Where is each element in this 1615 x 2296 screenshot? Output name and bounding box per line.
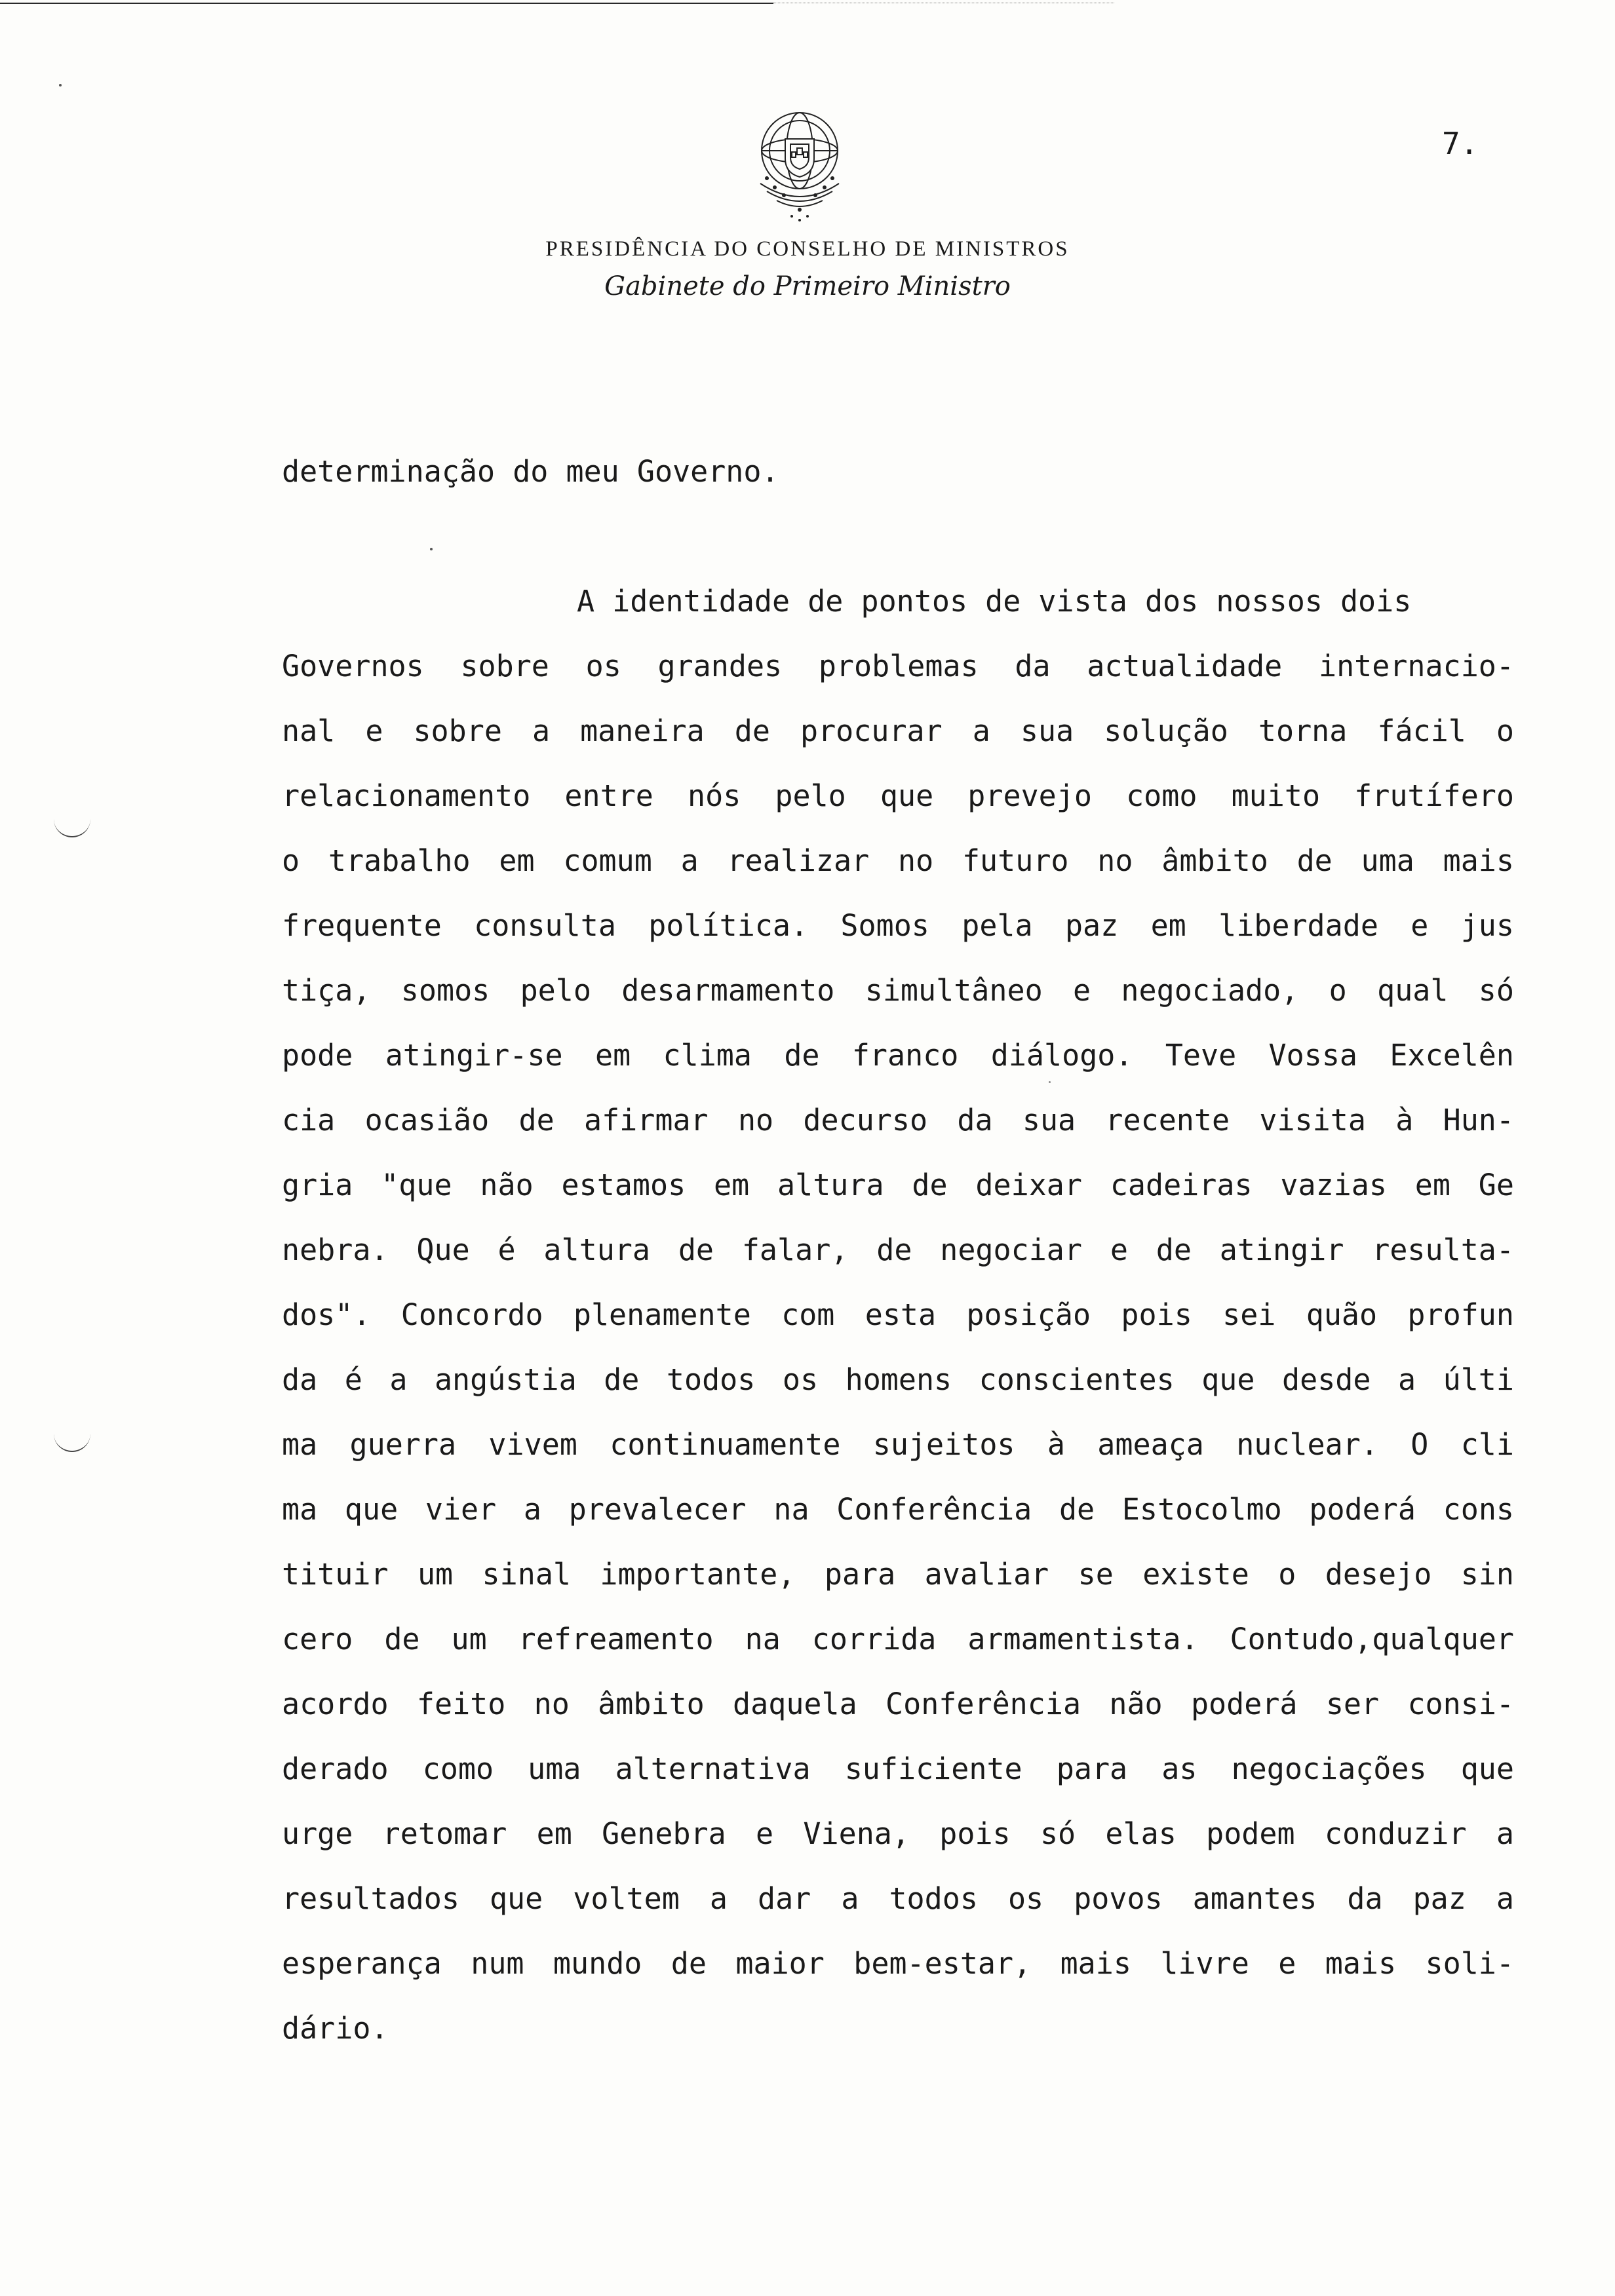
text-line: pode atingir-se em clima de franco diálogo. Teve Vossa Excelên [282,1038,1514,1073]
text-line: resultados que voltem a dar a todos os povos amantes da paz a [282,1881,1514,1916]
text-line: nebra. Que é altura de falar, de negociar e de atingir resulta- [282,1233,1514,1267]
text-line: nal e sobre a maneira de procurar a sua solução torna fácil o [282,714,1514,748]
text-line: frequente consulta política. Somos pela paz em liberdade e jus [282,908,1514,943]
text-line: gria "que não estamos em altura de deixar cadeiras vazias em Ge [282,1168,1514,1202]
scan-top-rule [0,3,773,4]
binding-hole-mark [54,819,90,837]
text-line: urge retomar em Genebra e Viena, pois só elas podem conduzir a [282,1816,1514,1851]
text-line: tituir um sinal importante, para avaliar se existe o desejo sin [282,1557,1514,1592]
text-line: cia ocasião de afirmar no decurso da sua recente visita à Hun- [282,1103,1514,1138]
text-line: dário. [282,2011,389,2046]
text-line: dos". Concordo plenamente com esta posição pois sei quão profun [282,1297,1514,1332]
scan-speck [59,84,62,86]
text-line: ma que vier a prevalecer na Conferência de Estocolmo poderá cons [282,1492,1514,1527]
text-line: ma guerra vivem continuamente sujeitos à ameaça nuclear. O cli [282,1427,1514,1462]
text-line: esperança num mundo de maior bem-estar, mais livre e mais soli- [282,1946,1514,1981]
header-title: PRESIDÊNCIA DO CONSELHO DE MINISTROS [545,237,1070,261]
text-line: derado como uma alternativa suficiente para as negociações que [282,1751,1514,1786]
scan-speck [1049,1081,1051,1083]
text-line: cero de um refreamento na corrida armamentista. Contudo,qualquer [282,1622,1514,1656]
letter-body [282,439,1514,2061]
text-line: o trabalho em comum a realizar no futuro no âmbito de uma mais [282,843,1514,878]
text-line: A identidade de pontos de vista dos nossos dois [577,584,1412,619]
binding-hole-mark [54,1434,90,1452]
text-line: relacionamento entre nós pelo que prevejo como muito frutífero [282,778,1514,813]
scan-speck [430,548,433,550]
page-number: 7. [1442,126,1479,161]
text-line: tiça, somos pelo desarmamento simultâneo e negociado, o qual só [282,973,1514,1008]
text-line: da é a angústia de todos os homens conscientes que desde a últi [282,1362,1514,1397]
header-subtitle: Gabinete do Primeiro Ministro [604,271,1011,301]
text-line: acordo feito no âmbito daquela Conferência não poderá ser consi- [282,1687,1514,1721]
text-line: determinação do meu Governo. [282,454,779,489]
coat-of-arms-icon [741,105,859,229]
text-line: Governos sobre os grandes problemas da actualidade internacio- [282,649,1514,683]
